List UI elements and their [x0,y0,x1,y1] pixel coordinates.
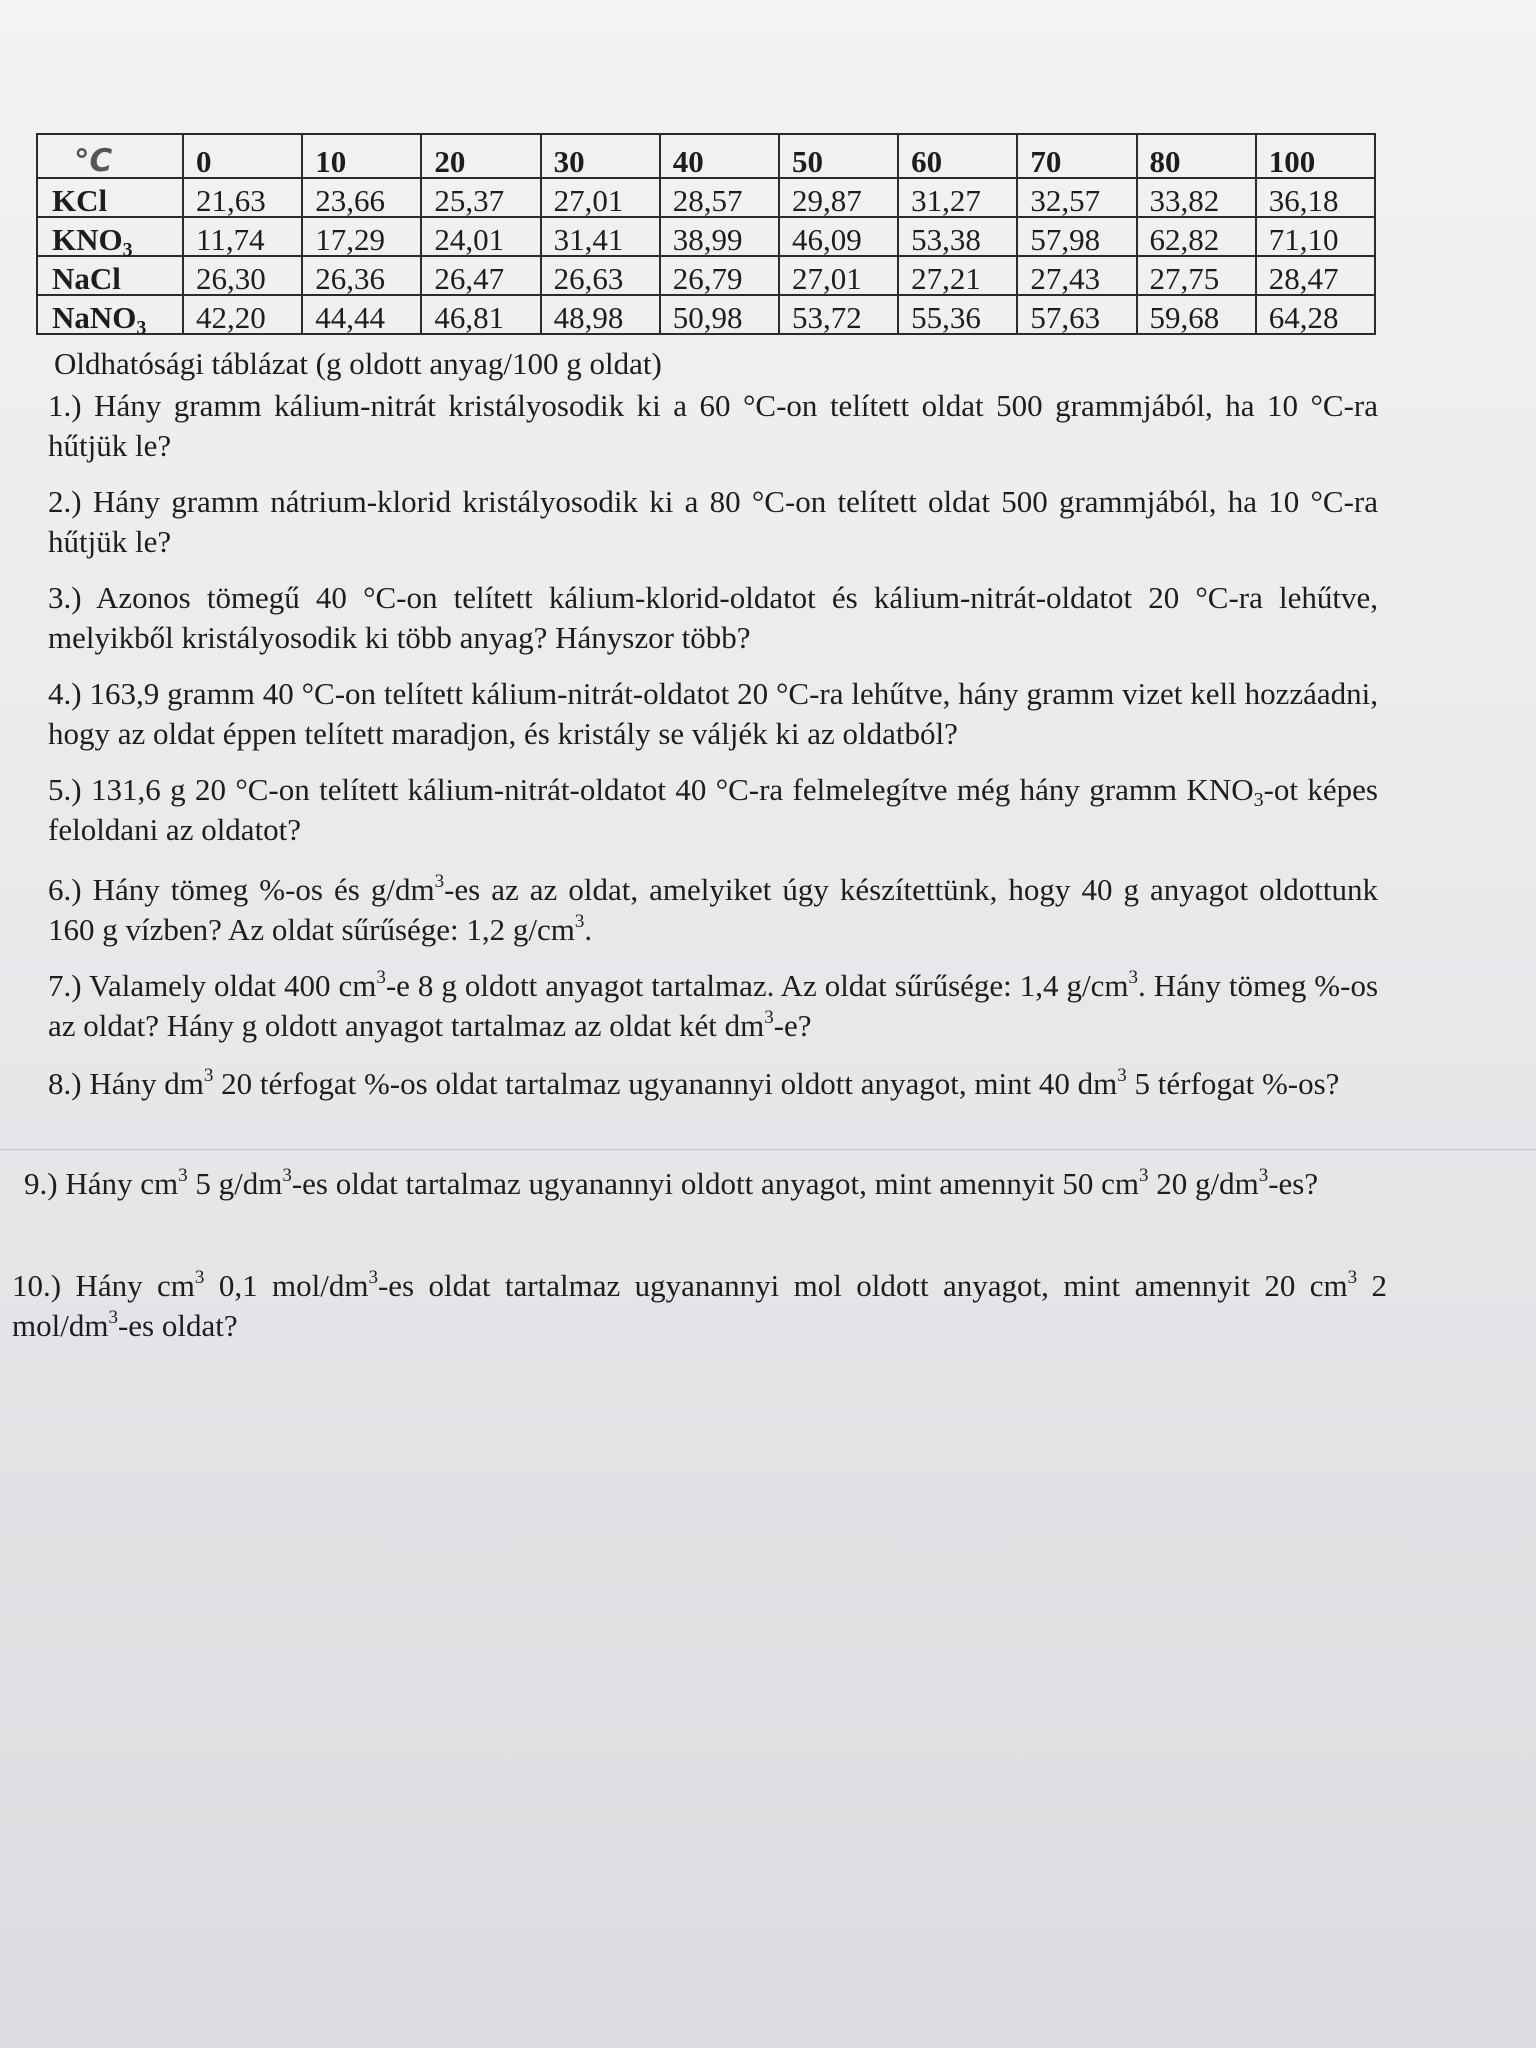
q10-text-e: -es oldat? [117,1308,238,1343]
q10-text-a: 10.) Hány cm [12,1268,195,1303]
q7-sup-1: 3 [376,967,386,988]
table-row [37,295,1375,334]
q8-text-b: 20 térfogat %-os oldat tartalmaz ugyanannyi oldott anyagot, mint 40 dm [213,1066,1118,1101]
table-cell: 31,41 [541,217,660,256]
q10-sup-2: 3 [368,1267,378,1288]
table-row-label [37,295,183,339]
q7-text-b: -e 8 g oldott anyagot tartalmaz. Az oldat sűrűsége: 1,4 g/cm [385,968,1129,1003]
question-9 [24,1164,1379,1204]
q6-sup-1: 3 [434,871,445,892]
table-cell: 11,74 [183,217,302,256]
table-cell: 53,72 [779,295,898,334]
table-cell: 55,36 [898,295,1017,334]
table-cell: 17,29 [302,217,421,256]
table-cell: 64,28 [1256,295,1375,334]
formula-main: KNO [52,222,123,257]
table-row-label: NaCl [37,256,183,295]
table-cell: 32,57 [1017,178,1136,217]
table-cell: 46,09 [779,217,898,256]
q8-sup-2: 3 [1117,1065,1127,1086]
table-row [37,256,1375,295]
table-header-cell: 10 [302,134,421,178]
question-1: 1.) Hány gramm kálium-nitrát kristályosodik ki a 60 °C-on telített oldat 500 grammjából, ha 10 °C-ra hűtjük le? [48,388,1378,463]
question-2: 2.) Hány gramm nátrium-klorid kristályosodik ki a 80 °C-on telített oldat 500 grammjából, ha 10 °C-ra hűtjük le? [48,484,1378,559]
table-cell: 53,38 [898,217,1017,256]
table-cell: 42,20 [183,295,302,334]
q5-subscript: 3 [1253,789,1264,811]
table-cell: 25,37 [421,178,540,217]
table-row [37,178,1375,217]
q10-text-d: 2 mol/dm [12,1268,1388,1343]
question-4: 4.) 163,9 gramm 40 °C-on telített kálium-nitrát-oldatot 20 °C-ra lehűtve, hány gramm vizet kell hozzáadni, hogy az oldat éppen telített maradjon, és kristály se váljék ki az oldatból? [48,676,1378,751]
table-cell: 27,01 [779,256,898,295]
table-cell: 59,68 [1137,295,1256,334]
question-3: 3.) Azonos tömegű 40 °C-on telített kálium-klorid-oldatot és kálium-nitrát-oldatot 20 °C-ra lehűtve, melyikből kristályosodik ki több anyag? Hányszor több? [48,580,1378,655]
formula-subscript: 3 [136,317,147,339]
table-cell: 23,66 [302,178,421,217]
table-cell: 48,98 [541,295,660,334]
question-5 [48,770,1378,850]
q9-sup-4: 3 [1258,1165,1269,1186]
table-cell: 36,18 [1256,178,1375,217]
q8-sup-1: 3 [203,1065,214,1086]
table-cell: 44,44 [302,295,421,334]
q8-text-a: 8.) Hány dm [48,1066,204,1101]
table-cell: 26,79 [660,256,779,295]
q6-sup-2: 3 [574,911,585,932]
q6-text-c: . [584,912,593,947]
q9-text-e: -es? [1268,1166,1319,1201]
table-header-cell: 70 [1017,134,1136,178]
q9-text-d: 20 g/dm [1148,1166,1259,1201]
table-row-label: KCl [37,178,183,217]
table-header-cell: 40 [660,134,779,178]
q10-sup-3: 3 [1347,1267,1358,1288]
q9-text-c: -es oldat tartalmaz ugyanannyi oldott anyagot, mint amennyit 50 cm [291,1166,1139,1201]
table-header-cell: 80 [1137,134,1256,178]
q10-sup-1: 3 [194,1267,205,1288]
q9-sup-2: 3 [282,1165,292,1186]
table-header-cell: 50 [779,134,898,178]
q9-sup-3: 3 [1138,1165,1149,1186]
table-cell: 28,57 [660,178,779,217]
solubility-table [36,133,1376,339]
q6-text-b: -es az az oldat, amelyiket úgy készítettünk, hogy 40 g anyagot oldottunk 160 g vízben? Az oldat sűrűsége: 1,2 g/cm [48,872,1378,947]
table-header-cell: 20 [421,134,540,178]
table-row-label [37,217,183,261]
table-cell: 62,82 [1137,217,1256,256]
table-cell: 26,47 [421,256,540,295]
table-cell: 46,81 [421,295,540,334]
formula-main: NaNO [52,300,137,335]
q7-sup-3: 3 [764,1007,774,1028]
q6-text-a: 6.) Hány tömeg %-os és g/dm [48,872,435,907]
table-header-cell: 60 [898,134,1017,178]
table-cell: 57,63 [1017,295,1136,334]
question-10 [12,1266,1387,1346]
table-cell: 71,10 [1256,217,1375,256]
table-cell: 33,82 [1137,178,1256,217]
q9-text-a: 9.) Hány cm [24,1166,179,1201]
q7-text-d: -e? [773,1008,812,1043]
table-cell: 27,21 [898,256,1017,295]
table-cell: 26,30 [183,256,302,295]
q5-text-a: 5.) 131,6 g 20 °C-on telített kálium-nitrát-oldatot 40 °C-ra felmelegítve még hány gramm KNO [48,772,1254,807]
q9-sup-1: 3 [178,1165,188,1186]
table-cell: 50,98 [660,295,779,334]
table-cell: 27,01 [541,178,660,217]
q8-text-c: 5 térfogat %-os? [1126,1066,1340,1101]
table-header-cell: 100 [1256,134,1375,178]
table-cell: 38,99 [660,217,779,256]
table-header-cell: 30 [541,134,660,178]
formula-subscript: 3 [122,239,133,261]
table-header-cell: 0 [183,134,302,178]
table-cell: 27,75 [1137,256,1256,295]
table-cell: 26,36 [302,256,421,295]
table-cell: 31,27 [898,178,1017,217]
q10-text-c: -es oldat tartalmaz ugyanannyi mol oldott anyagot, mint amennyit 20 cm [377,1268,1348,1303]
question-8 [48,1064,1378,1104]
q10-sup-4: 3 [108,1307,118,1328]
q9-text-b: 5 g/dm [187,1166,283,1201]
table-cell: 24,01 [421,217,540,256]
question-6 [48,870,1378,950]
table-corner-unit: °C [37,134,183,178]
table-cell: 27,43 [1017,256,1136,295]
table-cell: 29,87 [779,178,898,217]
q5-text-b: -ot képes feloldani az oldatot? [48,772,1378,847]
table-header-row [37,134,1375,178]
table-cell: 21,63 [183,178,302,217]
table-cell: 28,47 [1256,256,1375,295]
question-7 [48,966,1378,1046]
table-row [37,217,1375,256]
q7-text-c: . Hány tömeg %-os az oldat? Hány g oldott anyagot tartalmaz az oldat két dm [48,968,1379,1043]
table-cell: 57,98 [1017,217,1136,256]
q10-text-b: 0,1 mol/dm [204,1268,369,1303]
table-caption: Oldhatósági táblázat (g oldott anyag/100 g oldat) [54,346,662,381]
table-cell: 26,63 [541,256,660,295]
q7-text-a: 7.) Valamely oldat 400 cm [48,968,377,1003]
q7-sup-2: 3 [1128,967,1138,988]
paper-fold-line [0,1148,1536,1152]
